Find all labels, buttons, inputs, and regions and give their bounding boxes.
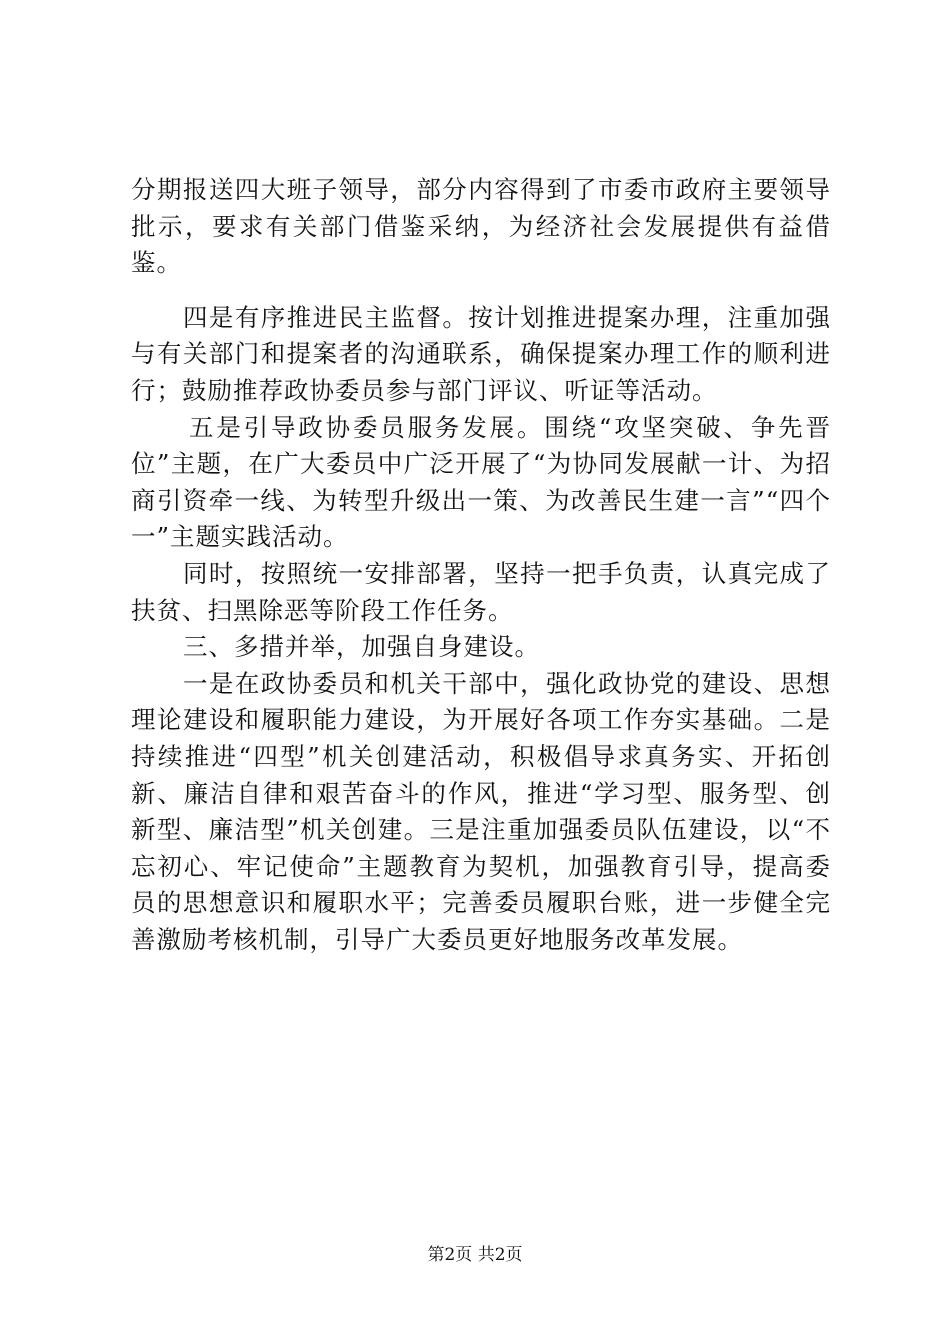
document-body	[131, 172, 831, 958]
paragraph-additional-tasks: 同时，按照统一安排部署，坚持一把手负责，认真完成了扶贫、扫黑除恶等阶段工作任务。	[131, 558, 831, 625]
page-footer: 第2页 共2页	[427, 1245, 523, 1265]
paragraph-democratic-supervision: 四是有序推进民主监督。按计划推进提案办理，注重加强与有关部门和提案者的沟通联系，确保提案办理工作的顺利进行；鼓励推荐政协委员参与部门评议、听证等活动。	[131, 302, 831, 405]
paragraph-self-building-details: 一是在政协委员和机关干部中，强化政协党的建设、思想理论建设和履职能力建设，为开展好各项工作夯实基础。二是持续推进“四型”机关创建活动，积极倡导求真务实、开拓创新、廉洁自律和艰苦奋斗的作风，推进“学习型、服务型、创新型、廉洁型”机关创建。三是注重加强委员队伍建设，以“不忘初心、牢记使命”主题教育为契机，加强教育引导，提高委员的思想意识和履职水平；完善委员履职台账，进一步健全完善激励考核机制，引导广大委员更好地服务改革发展。	[131, 668, 831, 954]
section-heading-self-building: 三、多措并举，加强自身建设。	[183, 632, 540, 662]
paragraph-continuation: 分期报送四大班子领导，部分内容得到了市委市政府主要领导批示，要求有关部门借鉴采纳，为经济社会发展提供有益借鉴。	[131, 175, 831, 278]
paragraph-member-service: 五是引导政协委员服务发展。围绕“攻坚突破、争先晋位”主题，在广大委员中广泛开展了“为协同发展献一计、为招商引资牵一线、为转型升级出一策、为改善民生建一言”“四个一”主题实践活动。	[131, 412, 831, 552]
